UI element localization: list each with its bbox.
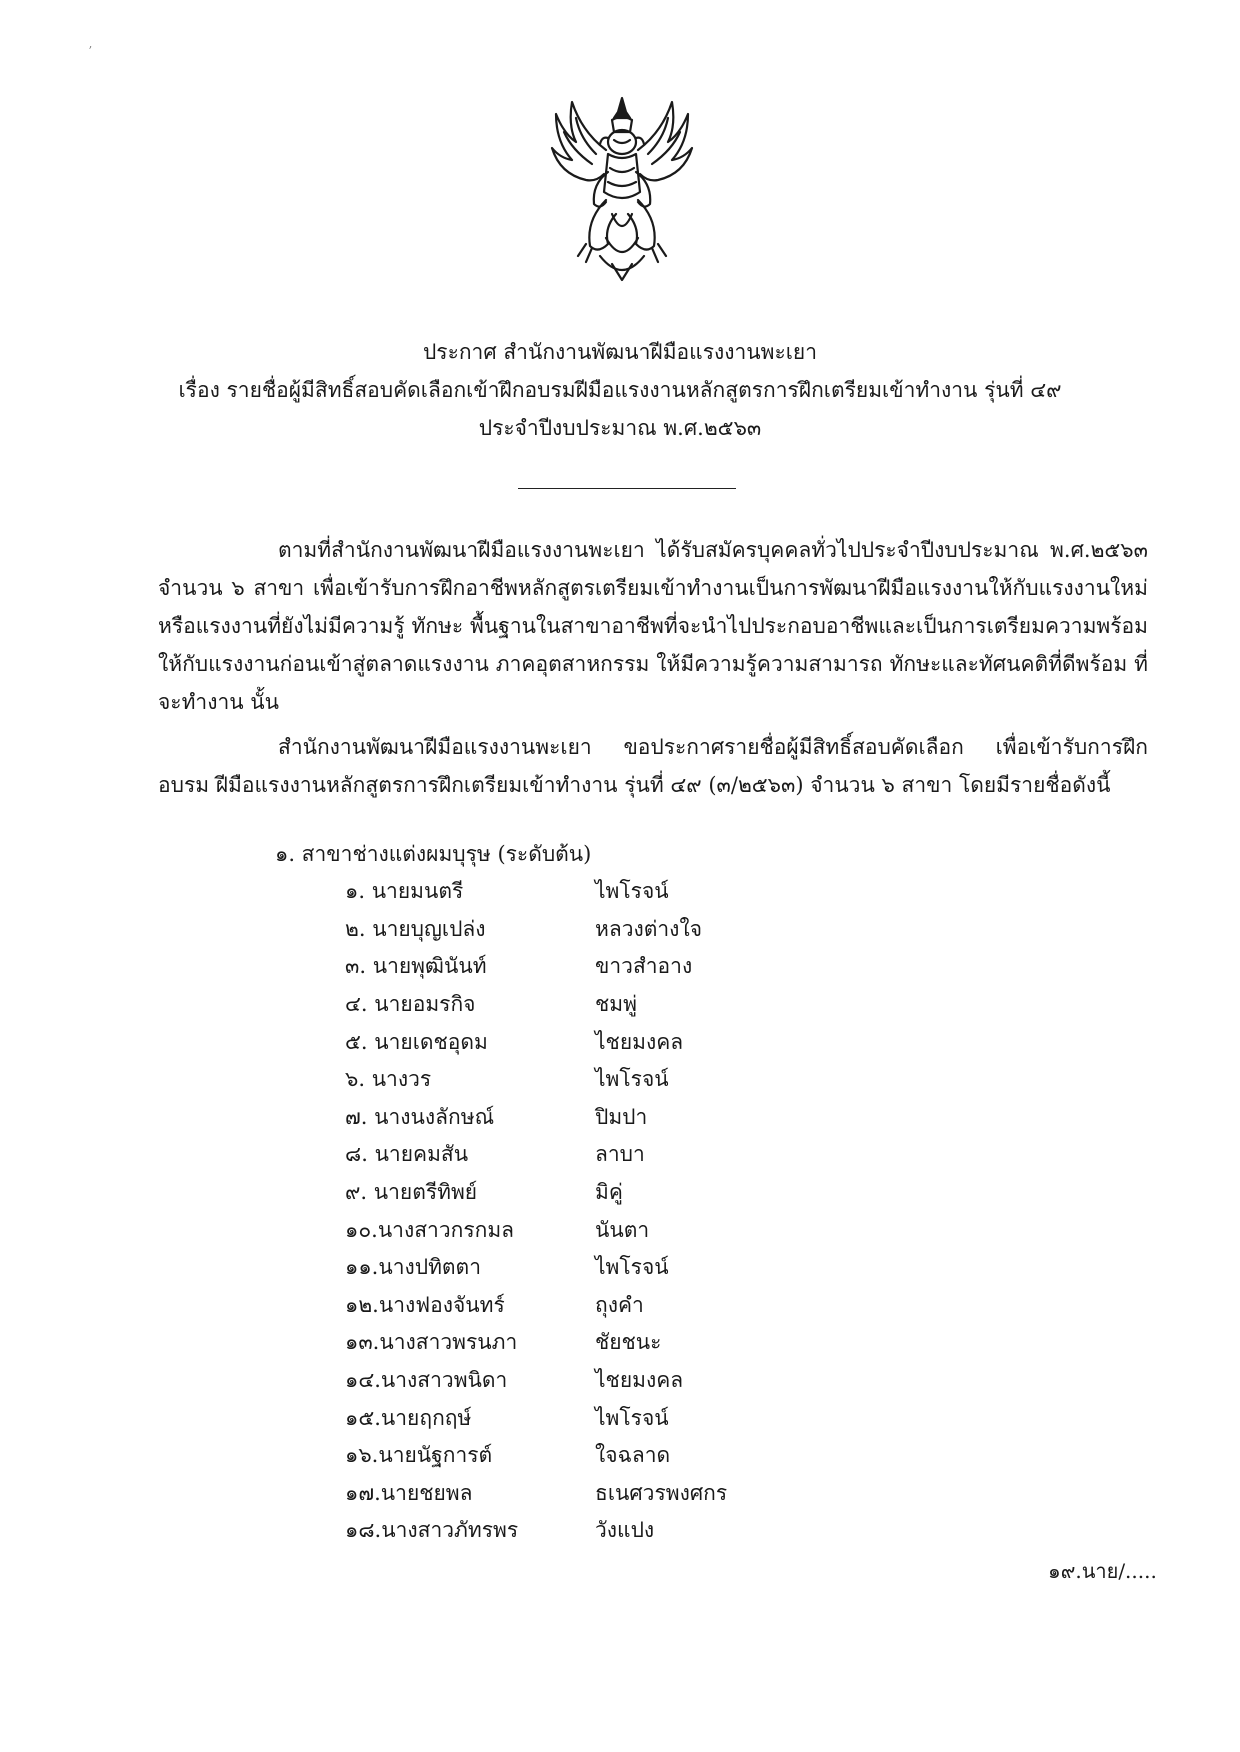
roster-given-name: [345, 1477, 595, 1510]
roster-given-name: [345, 1214, 595, 1247]
roster-row: [345, 948, 845, 986]
roster-given-text: นางสาวพรนภา: [379, 1330, 518, 1355]
roster-given-text: นางปทิตตา: [378, 1255, 481, 1280]
roster-family-name: ไพโรจน์: [595, 879, 669, 904]
roster-number: ๕.: [345, 1029, 368, 1054]
roster-given-text: นายนัฐการต์: [378, 1443, 493, 1468]
title-line-3: ประจำปีงบประมาณ พ.ศ.๒๕๖๓: [478, 416, 762, 440]
roster-given-text: นายคมสัน: [374, 1142, 469, 1167]
roster-family-name: มิคู่: [595, 1180, 623, 1205]
roster-number: ๖.: [345, 1067, 366, 1092]
roster-given-text: นางวร: [371, 1067, 432, 1092]
roster-number: ๑.: [345, 879, 366, 904]
roster-family-name: ชัยชนะ: [595, 1330, 662, 1355]
roster-number: ๘.: [345, 1142, 368, 1167]
roster-number: ๑๐.: [345, 1217, 378, 1242]
roster-family-name: วังแปง: [595, 1518, 655, 1543]
title-line-1: ประกาศ สำนักงานพัฒนาฝีมือแรงงานพะเยา: [422, 340, 818, 364]
roster-given-name: [345, 1176, 595, 1209]
roster-number: ๓.: [345, 954, 367, 979]
roster-given-name: [345, 1251, 595, 1284]
roster-row: [345, 1249, 845, 1287]
roster-given-name: [345, 1326, 595, 1359]
roster-row: [345, 1211, 845, 1249]
roster-number: ๑๖.: [345, 1443, 379, 1468]
roster-given-name: [345, 875, 595, 908]
roster-given-name: [345, 1402, 595, 1435]
roster-family-name: ลาบา: [595, 1142, 645, 1167]
announcement-paragraph: สำนักงานพัฒนาฝีมือแรงงานพะเยา ขอประกาศรายชื่อผู้มีสิทธิ์สอบคัดเลือก เพื่อเข้ารับการฝึกอบรม ฝีมือแรงงานหลักสูตรการฝึกเตรียมเข้าทำงาน รุ่นที่ ๔๙ (๓/๒๕๖๓) จำนวน ๖ สาขา โดยมีรายชื่อดังนี้: [158, 735, 1148, 797]
roster-given-text: นางสาวพนิดา: [380, 1368, 508, 1393]
roster-row: [345, 1061, 845, 1099]
roster-row: [345, 1174, 845, 1212]
roster-given-name: [345, 1364, 595, 1397]
roster-family-name: ไพโรจน์: [595, 1067, 669, 1092]
roster-given-text: นายพุฒินันท์: [372, 954, 487, 979]
roster-family-name: ใจฉลาด: [595, 1443, 671, 1468]
roster-number: ๑๑.: [345, 1255, 379, 1280]
roster-row: [345, 1099, 845, 1137]
roster-given-text: นายตรีทิพย์: [373, 1180, 478, 1205]
roster-list: [345, 873, 845, 1550]
roster-given-text: นางฟองจันทร์: [378, 1292, 505, 1317]
roster-family-name: ปิมปา: [595, 1104, 648, 1129]
roster-given-text: นายอมรกิจ: [374, 992, 476, 1017]
roster-family-name: ไชยมงคล: [595, 1029, 684, 1054]
roster-given-text: นายชยพล: [380, 1480, 473, 1505]
roster-family-name: ไชยมงคล: [595, 1368, 684, 1393]
roster-given-text: นายมนตรี: [371, 879, 464, 904]
roster-given-text: นายฤกฤษ์: [380, 1405, 472, 1430]
roster-given-name: [345, 988, 595, 1021]
roster-row: [345, 911, 845, 949]
roster-family-name: ชมพู่: [595, 992, 637, 1017]
roster-given-name: [345, 1101, 595, 1134]
roster-family-name: ธเนศวรพงศกร: [595, 1480, 728, 1505]
roster-family-name: ถุงคำ: [595, 1292, 644, 1317]
roster-given-text: นางนงลักษณ์: [374, 1104, 495, 1129]
scan-mark: ʼ: [88, 44, 92, 58]
roster-given-name: [345, 1138, 595, 1171]
section-heading: ๑. สาขาช่างแต่งผมบุรุษ (ระดับต้น): [275, 842, 592, 866]
roster-family-name: ไพโรจน์: [595, 1405, 669, 1430]
roster-given-text: นายบุญเปล่ง: [372, 916, 486, 941]
garuda-emblem-icon: [546, 88, 698, 288]
roster-row: [345, 1512, 845, 1550]
roster-given-name: [345, 913, 595, 946]
roster-given-name: [345, 950, 595, 983]
title-line-2: เรื่อง รายชื่อผู้มีสิทธิ์สอบคัดเลือกเข้าฝึกอบรมฝีมือแรงงานหลักสูตรการฝึกเตรียมเข้าทำงาน รุ่นที่ ๔๙: [178, 378, 1062, 402]
announcement-title: [0, 333, 1240, 447]
roster-row: [345, 1475, 845, 1513]
roster-family-name: นันตา: [595, 1217, 650, 1242]
roster-number: ๑๒.: [345, 1292, 379, 1317]
roster-number: ๗.: [345, 1104, 368, 1129]
roster-number: ๑๗.: [345, 1480, 381, 1505]
roster-row: [345, 1136, 845, 1174]
roster-given-name: [345, 1514, 595, 1547]
roster-number: ๑๓.: [345, 1330, 380, 1355]
roster-given-name: [345, 1026, 595, 1059]
roster-row: [345, 1324, 845, 1362]
roster-given-text: นางสาวภัทรพร: [381, 1518, 519, 1543]
roster-row: [345, 873, 845, 911]
roster-row: [345, 986, 845, 1024]
roster-given-name: [345, 1439, 595, 1472]
intro-paragraph: ตามที่สำนักงานพัฒนาฝีมือแรงงานพะเยา ได้รับสมัครบุคคลทั่วไปประจำปีงบประมาณ พ.ศ.๒๕๖๓ จำนวน ๖ สาขา เพื่อเข้ารับการฝึกอาชีพหลักสูตรเตรียมเข้าทำงานเป็นการพัฒนาฝีมือแรงงานให้กับแรงงานใหม่ หรือแรงงานที่ยังไม่มีความรู้ ทักษะ พื้นฐานในสาขาอาชีพที่จะนำไปประกอบอาชีพและเป็นการเตรียมความพร้อม ให้กับแรงงานก่อนเข้าสู่ตลาดแรงงาน ภาคอุตสาหกรรม ให้มีความรู้ความสามารถ ทักษะและทัศนคติที่ดีพร้อม ที่จะทำงาน นั้น: [158, 538, 1148, 714]
roster-given-text: นางสาวกรกมล: [377, 1217, 515, 1242]
roster-row: [345, 1362, 845, 1400]
continuation-marker: ๑๙.นาย/.....: [1048, 1559, 1157, 1583]
roster-given-name: [345, 1289, 595, 1322]
roster-row: [345, 1437, 845, 1475]
roster-number: ๑๕.: [345, 1405, 381, 1430]
roster-family-name: ขาวสำอาง: [595, 954, 693, 979]
roster-row: [345, 1023, 845, 1061]
roster-given-text: นายเดชอุดม: [374, 1029, 488, 1054]
roster-number: ๒.: [345, 916, 366, 941]
roster-number: ๑๘.: [345, 1518, 382, 1543]
roster-number: ๙.: [345, 1180, 368, 1205]
roster-number: ๑๔.: [345, 1368, 381, 1393]
roster-given-name: [345, 1063, 595, 1096]
roster-family-name: หลวงต่างใจ: [595, 916, 702, 941]
title-divider: [518, 488, 736, 489]
roster-number: ๔.: [345, 992, 368, 1017]
roster-row: [345, 1399, 845, 1437]
roster-row: [345, 1287, 845, 1325]
roster-family-name: ไพโรจน์: [595, 1255, 669, 1280]
